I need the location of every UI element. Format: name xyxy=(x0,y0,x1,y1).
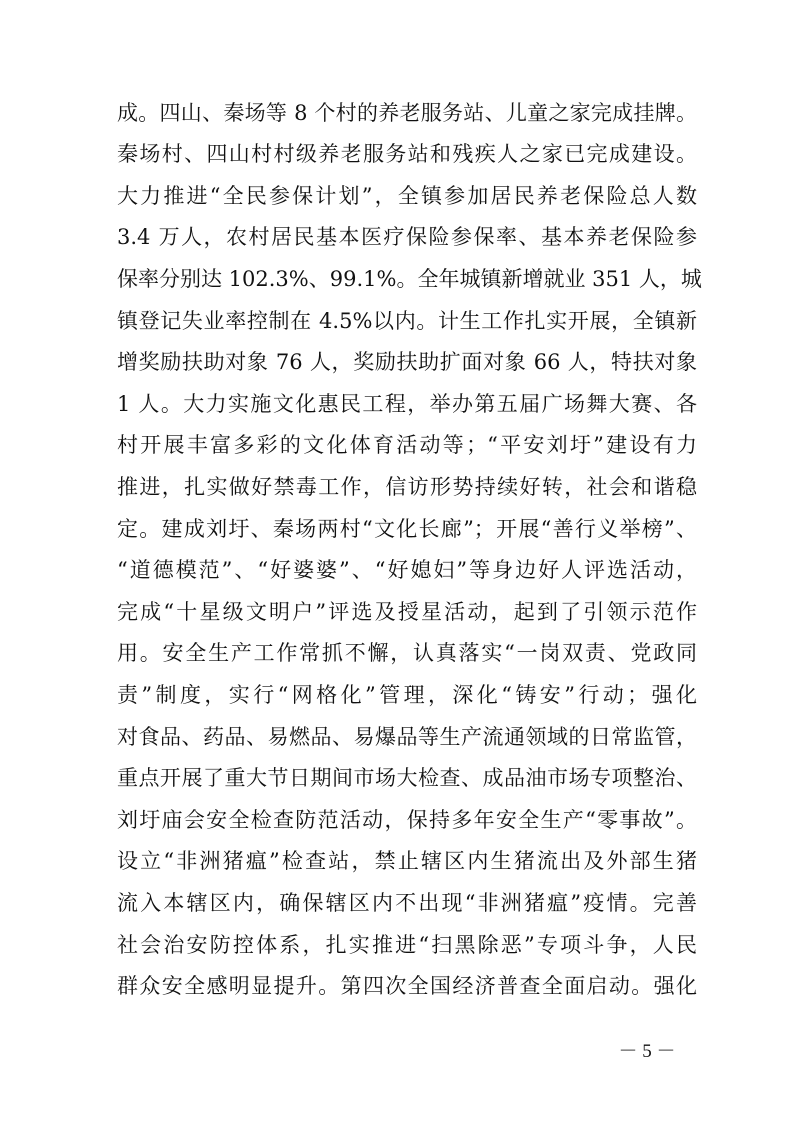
text-line-9: 村开展丰富多彩的文化体育活动等；“平安刘圩”建设有力 xyxy=(117,433,697,457)
page-number: － 5 － xyxy=(618,1041,676,1062)
text-line-4: 3.4 万人，农村居民基本医疗保险参保率、基本养老保险参 xyxy=(117,225,697,249)
text-line-18: 刘圩庙会安全检查防范活动，保持多年安全生产“零事故”。 xyxy=(117,808,697,832)
text-line-6: 镇登记失业率控制在 4.5%以内。计生工作扎实开展，全镇新 xyxy=(117,309,697,333)
text-line-22: 群众安全感明显提升。第四次全国经济普查全面启动。强化 xyxy=(117,974,697,998)
text-line-21: 社会治安防控体系，扎实推进“扫黑除恶”专项斗争，人民 xyxy=(117,933,697,957)
text-line-3: 大力推进“全民参保计划”，全镇参加居民养老保险总人数 xyxy=(117,184,697,208)
text-line-15: 责”制度，实行“网格化”管理，深化“铸安”行动；强化 xyxy=(117,683,697,707)
text-line-17: 重点开展了重大节日期间市场大检查、成品油市场专项整治、 xyxy=(117,766,697,790)
text-line-20: 流入本辖区内，确保辖区内不出现“非洲猪瘟”疫情。完善 xyxy=(117,891,697,915)
text-line-2: 秦场村、四山村村级养老服务站和残疾人之家已完成建设。 xyxy=(117,142,697,166)
text-line-5: 保率分别达 102.3%、99.1%。全年城镇新增就业 351 人，城 xyxy=(117,267,702,291)
text-line-7: 增奖励扶助对象 76 人，奖励扶助扩面对象 66 人，特扶对象 xyxy=(117,350,697,374)
text-line-14: 用。安全生产工作常抓不懈，认真落实“一岗双责、党政同 xyxy=(117,641,697,665)
text-line-13: 完成“十星级文明户”评选及授星活动，起到了引领示范作 xyxy=(117,600,697,624)
text-line-10: 推进，扎实做好禁毒工作，信访形势持续好转，社会和谐稳 xyxy=(117,475,697,499)
text-line-19: 设立“非洲猪瘟”检查站，禁止辖区内生猪流出及外部生猪 xyxy=(117,849,697,873)
text-line-16: 对食品、药品、易燃品、易爆品等生产流通领域的日常监管， xyxy=(117,725,697,749)
text-line-8: 1 人。大力实施文化惠民工程，举办第五届广场舞大赛、各 xyxy=(117,392,697,416)
text-line-12: “道德模范”、“好婆婆”、“好媳妇”等身边好人评选活动， xyxy=(117,558,697,582)
text-line-11: 定。建成刘圩、秦场两村“文化长廊”；开展“善行义举榜”、 xyxy=(117,517,697,541)
text-line-1: 成。四山、秦场等 8 个村的养老服务站、儿童之家完成挂牌。 xyxy=(117,101,697,125)
